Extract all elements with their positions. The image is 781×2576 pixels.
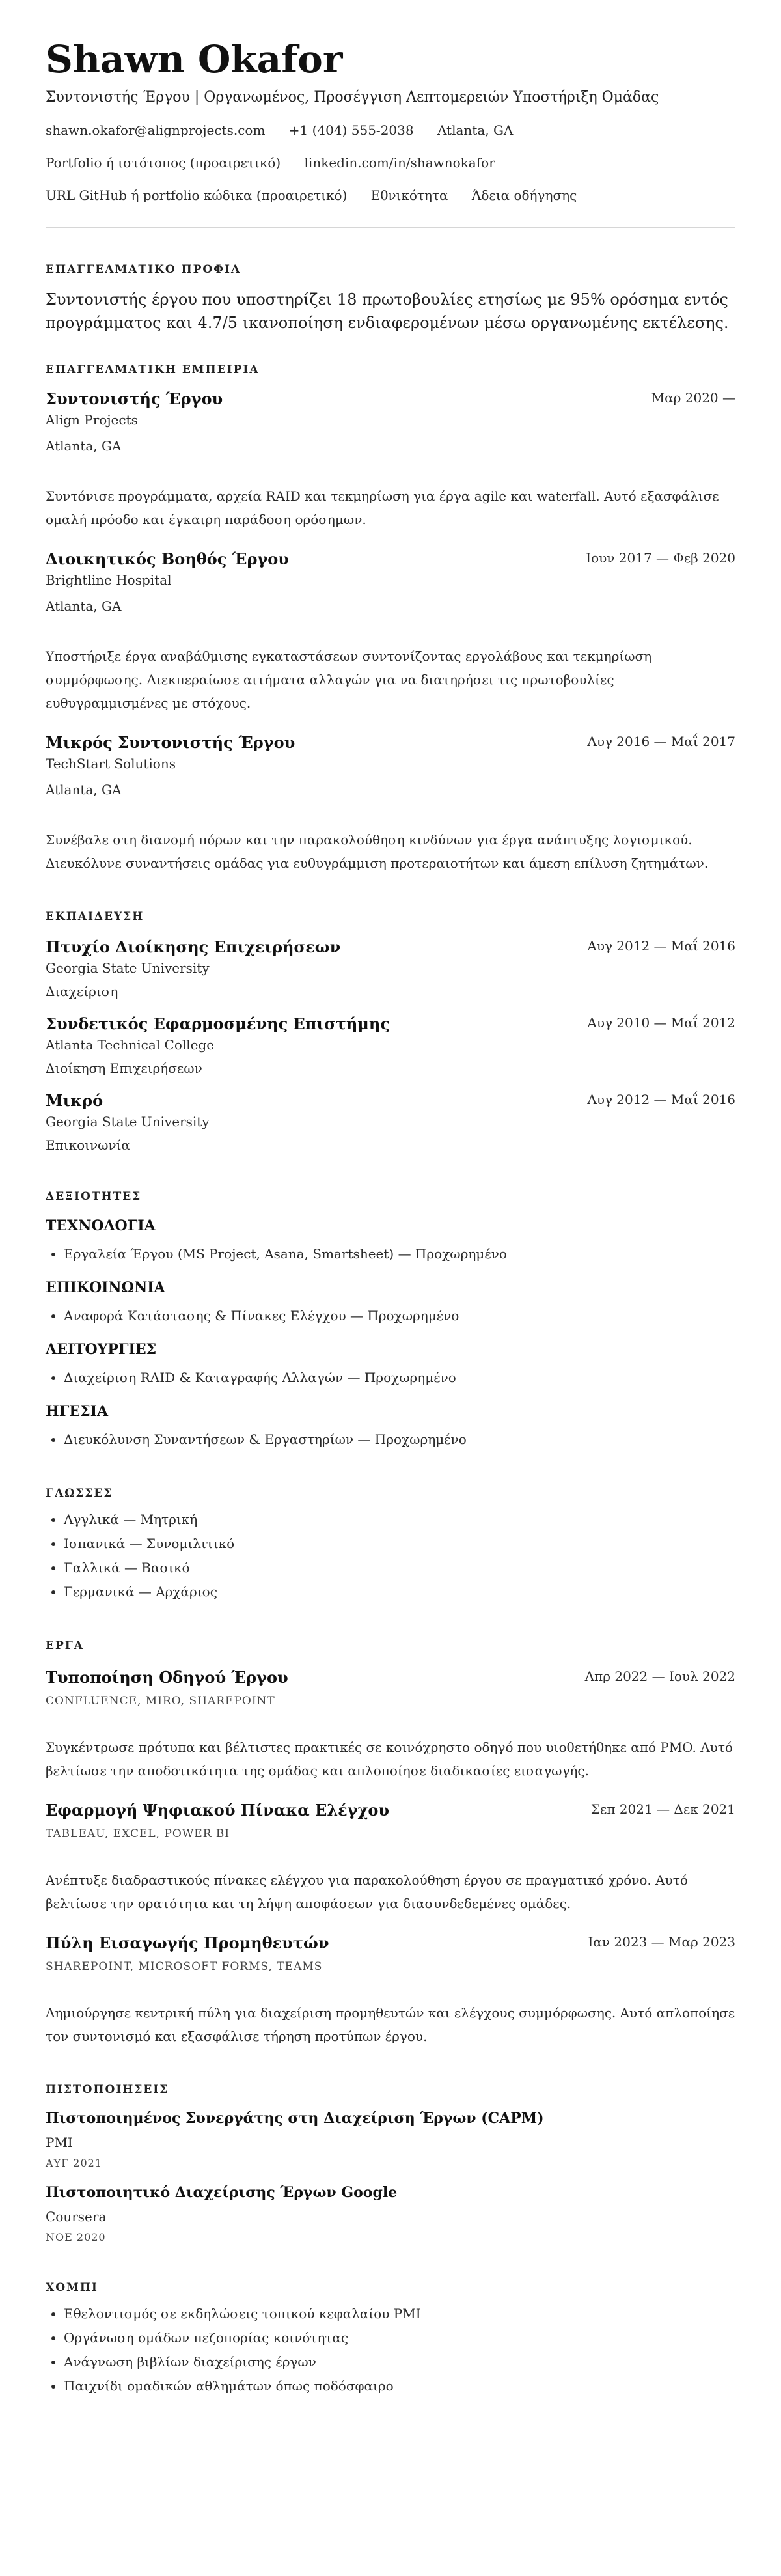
entry-header [46, 1013, 735, 1035]
education-entry [46, 1013, 735, 1078]
language-item: • Γερμανικά — Αρχάριος [64, 1580, 735, 1604]
skill-list [46, 1242, 735, 1266]
project-tech: CONFLUENCE, MIRO, SHAREPOINT [46, 1695, 275, 1708]
job-title: Συντονιστής Έργου [46, 389, 223, 408]
experience-entry [46, 732, 735, 875]
entry-header [46, 732, 735, 754]
certification-issuer: Coursera [46, 2209, 107, 2224]
contact-row [46, 121, 735, 139]
portfolio-link[interactable]: Portfolio ή ιστότοπος (προαιρετικό) [46, 155, 281, 171]
skill-category-name: ΛΕΙΤΟΥΡΓΙΕΣ [46, 1341, 157, 1358]
skill-category-name: ΤΕΧΝΟΛΟΓΙΑ [46, 1217, 156, 1234]
certification-title: Πιστοποιημένος Συνεργάτης στη Διαχείριση Έργων (CAPM) [46, 2110, 544, 2127]
job-dates: Αυγ 2016 — Μαΐ 2017 [587, 734, 735, 749]
project-description: Δημιούργησε κεντρική πύλη για διαχείριση προμηθευτών και ελέγχους συμμόρφωσης. Αυτό απλοποίησε τον συντονισμό και εξασφάλισε τήρηση προτύπων έργου. [46, 2005, 735, 2044]
skill-list [46, 1366, 735, 1390]
projects-heading: ΕΡΓΑ [46, 1639, 84, 1652]
experience-entry [46, 548, 735, 715]
project-entry [46, 1799, 735, 1915]
language-item: • Αγγλικά — Μητρική [64, 1508, 735, 1532]
school-name: Georgia State University [46, 960, 210, 976]
location-text: Atlanta, GA [437, 122, 514, 138]
skill-item: • Διευκόλυνση Συναντήσεων & Εργαστηρίων — Προχωρημένο [64, 1428, 735, 1452]
certification-issuer: PMI [46, 2135, 73, 2150]
resume-header [46, 36, 735, 204]
certification-entry [46, 2182, 735, 2246]
language-list [46, 1508, 735, 1604]
skill-list [46, 1304, 735, 1328]
field-of-study: Διοίκηση Επιχειρήσεων [46, 1060, 202, 1076]
job-dates: Ιουν 2017 — Φεβ 2020 [586, 550, 735, 566]
hobby-list [46, 2302, 735, 2398]
hobbies-heading: ΧΟΜΠΙ [46, 2281, 98, 2294]
entry-header [46, 936, 735, 958]
skills-heading: ΔΕΞΙΟΤΗΤΕΣ [46, 1190, 142, 1203]
education-entry [46, 936, 735, 1001]
job-location: Atlanta, GA [46, 782, 122, 797]
phone-text: +1 (404) 555-2038 [288, 122, 414, 138]
certification-entry [46, 2108, 735, 2172]
field-of-study: Επικοινωνία [46, 1137, 130, 1153]
education-dates: Αυγ 2010 — Μαΐ 2012 [587, 1015, 735, 1031]
hobby-item: • Παιχνίδι ομαδικών αθλημάτων όπως ποδόσφαιρο [64, 2374, 735, 2398]
degree-title: Συνδετικός Εφαρμοσμένης Επιστήμης [46, 1014, 390, 1033]
headline: Συντονιστής Έργου | Οργανωμένος, Προσέγγιση Λεπτομερειών Υποστήριξη Ομάδας [46, 89, 659, 105]
skill-category [46, 1340, 735, 1390]
skill-item: • Εργαλεία Έργου (MS Project, Asana, Smartsheet) — Προχωρημένο [64, 1242, 735, 1266]
project-dates: Απρ 2022 — Ιουλ 2022 [584, 1669, 735, 1684]
languages-heading: ΓΛΩΣΣΕΣ [46, 1487, 113, 1500]
entry-header [46, 1090, 735, 1112]
project-entry [46, 1932, 735, 2048]
job-title: Μικρός Συντονιστής Έργου [46, 733, 295, 752]
hobby-item: • Οργάνωση ομάδων πεζοπορίας κοινότητας [64, 2326, 735, 2350]
degree-title: Μικρό [46, 1091, 103, 1110]
project-tech: TABLEAU, EXCEL, POWER BI [46, 1827, 230, 1840]
skill-item: • Διαχείριση RAID & Καταγραφής Αλλαγών — Προχωρημένο [64, 1366, 735, 1390]
field-of-study: Διαχείριση [46, 984, 118, 999]
hobby-item: • Ανάγνωση βιβλίων διαχείρισης έργων [64, 2350, 735, 2374]
certifications-heading: ΠΙΣΤΟΠΟΙΗΣΕΙΣ [46, 2083, 169, 2096]
degree-title: Πτυχίο Διοίκησης Επιχειρήσεων [46, 937, 341, 956]
project-title: Εφαρμογή Ψηφιακού Πίνακα Ελέγχου [46, 1801, 390, 1820]
project-description: Συγκέντρωσε πρότυπα και βέλτιστες πρακτικές σε κοινόχρηστο οδηγό που υιοθετήθηκε από PMO. Αυτό βελτίωσε την αποδοτικότητα της ομάδας και απλοποίησε διαδικασίες εισαγωγής. [46, 1739, 733, 1779]
summary-heading: ΕΠΑΓΓΕΛΜΑΤΙΚΟ ΠΡΟΦΙΛ [46, 263, 241, 276]
skill-category-name: ΗΓΕΣΙΑ [46, 1403, 109, 1420]
hobby-item: • Εθελοντισμός σε εκδηλώσεις τοπικού κεφαλαίου PMI [64, 2302, 735, 2326]
github-link[interactable]: URL GitHub ή portfolio κώδικα (προαιρετικό) [46, 187, 348, 203]
education-entry [46, 1090, 735, 1155]
summary-text: Συντονιστής έργου που υποστηρίζει 18 πρωτοβουλίες ετησίως με 95% ορόσημα εντός προγράμματος και 4.7/5 ικανοποίηση ενδιαφερομένων μέσω οργανωμένης εκτέλεσης. [46, 290, 729, 332]
skill-category-name: ΕΠΙΚΟΙΝΩΝΙΑ [46, 1279, 165, 1296]
project-description: Ανέπτυξε διαδραστικούς πίνακες ελέγχου για παρακολούθηση έργου σε πραγματικό χρόνο. Αυτό βελτίωσε την ορατότητα και τη λήψη αποφάσεων για διασυνδεδεμένες ομάδες. [46, 1872, 688, 1911]
skill-list [46, 1428, 735, 1452]
skill-category [46, 1278, 735, 1328]
job-description: Συνέβαλε στη διανομή πόρων και την παρακολούθηση κινδύνων για έργα ανάπτυξης λογισμικού. Διευκόλυνε συναντήσεις ομάδας για ευθυγράμμιση προτεραιοτήτων και άμεση επίλυση ζητημάτων. [46, 832, 709, 871]
school-name: Georgia State University [46, 1114, 210, 1129]
experience-heading: ΕΠΑΓΓΕΛΜΑΤΙΚΗ ΕΜΠΕΙΡΙΑ [46, 363, 260, 376]
project-dates: Ιαν 2023 — Μαρ 2023 [588, 1934, 735, 1950]
school-name: Atlanta Technical College [46, 1037, 215, 1053]
language-item: • Ισπανικά — Συνομιλιτικό [64, 1532, 735, 1556]
header-divider [46, 227, 735, 228]
job-description: Συντόνισε προγράμματα, αρχεία RAID και τεκμηρίωση για έργα agile και waterfall. Αυτό εξασφάλισε ομαλή πρόοδο και έγκαιρη παράδοση ορόσημων. [46, 488, 719, 527]
entry-header [46, 1932, 735, 1954]
language-item: • Γαλλικά — Βασικό [64, 1556, 735, 1580]
company-name: Align Projects [46, 412, 138, 428]
company-name: TechStart Solutions [46, 756, 176, 771]
education-heading: ΕΚΠΑΙΔΕΥΣΗ [46, 910, 144, 923]
project-entry [46, 1667, 735, 1782]
skill-item: • Αναφορά Κατάστασης & Πίνακες Ελέγχου — Προχωρημένο [64, 1304, 735, 1328]
job-location: Atlanta, GA [46, 438, 122, 454]
skill-category [46, 1216, 735, 1266]
entry-header [46, 548, 735, 570]
certification-date: ΝΟΕ 2020 [46, 2231, 106, 2243]
email-link[interactable]: shawn.okafor@alignprojects.com [46, 122, 266, 138]
project-title: Τυποποίηση Οδηγού Έργου [46, 1668, 288, 1687]
job-dates: Μαρ 2020 — [651, 390, 735, 406]
candidate-name: Shawn Okafor [46, 37, 343, 81]
education-dates: Αυγ 2012 — Μαΐ 2016 [587, 938, 735, 954]
license-text: Άδεια οδήγησης [471, 187, 577, 203]
certification-date: ΑΥΓ 2021 [46, 2157, 103, 2169]
experience-entry [46, 388, 735, 531]
entry-header [46, 1799, 735, 1821]
project-tech: SHAREPOINT, MICROSOFT FORMS, TEAMS [46, 1960, 323, 1973]
skill-category [46, 1402, 735, 1452]
job-title: Διοικητικός Βοηθός Έργου [46, 549, 289, 568]
extra-row [46, 186, 735, 204]
company-name: Brightline Hospital [46, 572, 172, 588]
project-dates: Σεπ 2021 — Δεκ 2021 [590, 1801, 735, 1817]
entry-header [46, 388, 735, 410]
entry-header [46, 1667, 735, 1689]
education-dates: Αυγ 2012 — Μαΐ 2016 [587, 1092, 735, 1107]
linkedin-link[interactable]: linkedin.com/in/shawnokafor [304, 155, 495, 171]
job-description: Υποστήριξε έργα αναβάθμισης εγκαταστάσεων συντονίζοντας εργολάβους και τεκμηρίωση συμμόρφωσης. Διεκπεραίωσε αιτήματα αλλαγών για να διατηρήσει τις πρωτοβουλίες ευθυγραμμισμένες με στόχους. [46, 648, 652, 711]
project-title: Πύλη Εισαγωγής Προμηθευτών [46, 1933, 329, 1952]
job-location: Atlanta, GA [46, 598, 122, 614]
certification-title: Πιστοποιητικό Διαχείρισης Έργων Google [46, 2184, 398, 2201]
nationality-text: Εθνικότητα [370, 187, 448, 203]
links-row [46, 154, 735, 172]
